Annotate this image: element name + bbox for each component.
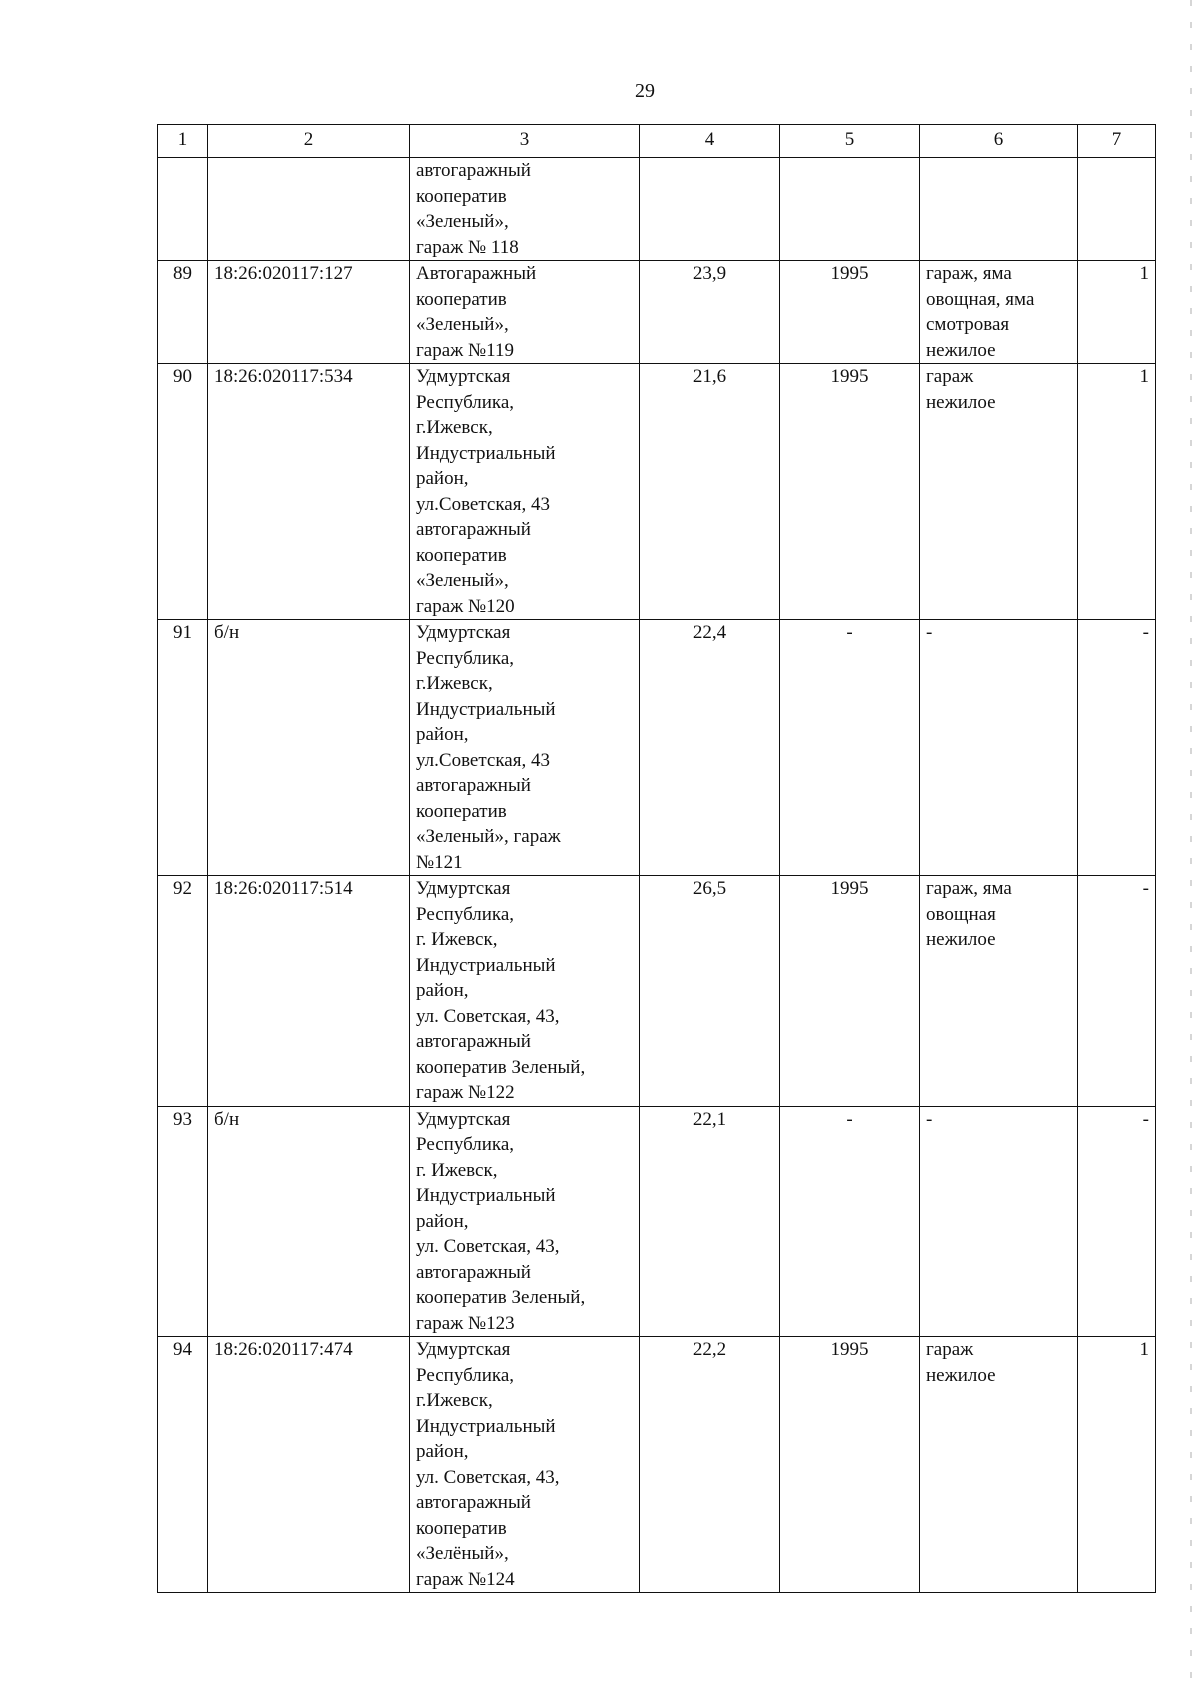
cell-year: 1995 (780, 364, 920, 620)
table-header (158, 125, 1156, 158)
page-number: 29 (635, 80, 655, 102)
cell-address-line: ул. Советская, 43, (416, 1005, 560, 1027)
cell-purpose (920, 261, 1078, 364)
cell-address-line: автогаражный (416, 1261, 531, 1283)
cell-purpose-line: гараж, яма (926, 263, 1012, 284)
cell-address-line: гараж №122 (416, 1082, 515, 1103)
cell-address-line: г.Ижевск, (416, 1390, 493, 1411)
table-row (158, 620, 1156, 876)
cell-purpose (920, 364, 1078, 620)
registry-table (157, 124, 1156, 1593)
cell-address-line: район, (416, 1441, 469, 1462)
cell-address-line: Автогаражный (416, 263, 537, 284)
cell-purpose-line: нежилое (926, 1364, 996, 1386)
cell-address-line: «Зеленый», (416, 570, 509, 591)
cell-address-line: Удмуртская (416, 1339, 511, 1360)
cell-cadastral-number: б/н (208, 1106, 410, 1337)
cell-cadastral-number: 18:26:020117:534 (208, 364, 410, 620)
cell-purpose-line: нежилое (926, 929, 996, 950)
cell-address-line: гараж №120 (416, 595, 515, 617)
cell-purpose-line: гараж (926, 366, 974, 387)
cell-address-line: Индустриальный (416, 954, 556, 976)
cell-address-line: автогаражный (416, 775, 531, 796)
cell-address-line: ул. Советская, 43, (416, 1466, 560, 1488)
cell-address-line: гараж №119 (416, 339, 514, 361)
cell-address-line: Республика, (416, 391, 515, 413)
cell-area: 22,4 (640, 620, 780, 876)
cell-address (410, 364, 640, 620)
cell-address-line: кооператив (416, 544, 507, 566)
cell-purpose-line: гараж, яма (926, 878, 1012, 899)
cell-address-line: Индустриальный (416, 698, 556, 720)
cell-address-line: кооператив (416, 1517, 507, 1539)
column-header: 5 (780, 125, 920, 158)
cell-address-line: г. Ижевск, (416, 1159, 498, 1181)
cell-purpose-line: овощная (926, 903, 996, 925)
cell-address (410, 158, 640, 261)
cell-purpose-line: гараж (926, 1339, 974, 1360)
column-header: 4 (640, 125, 780, 158)
cell-count (1078, 158, 1156, 261)
cell-purpose-line: нежилое (926, 339, 996, 361)
cell-address-line: Индустриальный (416, 1415, 556, 1437)
cell-address-line: «Зелёный», (416, 1543, 509, 1564)
table-row (158, 876, 1156, 1107)
cell-year: 1995 (780, 876, 920, 1107)
cell-address-line: «Зеленый», (416, 211, 509, 232)
cell-count: - (1078, 876, 1156, 1107)
cell-cadastral-number: 18:26:020117:127 (208, 261, 410, 364)
cell-address-line: гараж №124 (416, 1568, 515, 1590)
cell-address-line: Индустриальный (416, 442, 556, 464)
cell-address-line: район, (416, 724, 469, 745)
cell-cadastral-number (208, 158, 410, 261)
cell-address-line: кооператив (416, 288, 507, 310)
cell-address (410, 261, 640, 364)
cell-number: 94 (158, 1337, 208, 1593)
scan-edge-artifact (1190, 0, 1192, 1686)
cell-address-line: Республика, (416, 1364, 515, 1386)
cell-count: - (1078, 620, 1156, 876)
cell-address-line: автогаражный (416, 1492, 531, 1513)
cell-address (410, 620, 640, 876)
cell-area: 26,5 (640, 876, 780, 1107)
cell-year: - (780, 620, 920, 876)
cell-number: 93 (158, 1106, 208, 1337)
cell-address-line: кооператив (416, 800, 507, 822)
cell-address-line: автогаражный (416, 1031, 531, 1052)
cell-area: 22,2 (640, 1337, 780, 1593)
cell-address-line: «Зеленый», гараж (416, 826, 561, 847)
cell-address-line: ул. Советская, 43, (416, 1236, 560, 1257)
cell-area: 21,6 (640, 364, 780, 620)
cell-address-line: ул.Советская, 43 (416, 493, 550, 515)
cell-address-line: кооператив (416, 185, 507, 207)
column-header: 3 (410, 125, 640, 158)
cell-purpose-line: овощная, яма (926, 288, 1035, 310)
cell-address-line: «Зеленый», (416, 314, 509, 335)
cell-address-line: ул.Советская, 43 (416, 749, 550, 771)
cell-area (640, 158, 780, 261)
cell-address-line: №121 (416, 851, 463, 873)
cell-address-line: гараж №123 (416, 1312, 515, 1334)
cell-address-line: Республика, (416, 1134, 515, 1155)
cell-purpose-line: - (926, 622, 933, 643)
table-row (158, 1106, 1156, 1337)
cell-address-line: кооператив Зеленый, (416, 1287, 586, 1308)
cell-address-line: г.Ижевск, (416, 417, 493, 438)
cell-address-line: кооператив Зеленый, (416, 1056, 586, 1078)
cell-number: 91 (158, 620, 208, 876)
cell-year: 1995 (780, 261, 920, 364)
table-row (158, 364, 1156, 620)
cell-address-line: район, (416, 1210, 469, 1232)
cell-purpose (920, 158, 1078, 261)
cell-address-line: Удмуртская (416, 1108, 511, 1130)
cell-count: - (1078, 1106, 1156, 1337)
cell-purpose-line: смотровая (926, 314, 1010, 335)
cell-year: - (780, 1106, 920, 1337)
cell-cadastral-number: 18:26:020117:514 (208, 876, 410, 1107)
table-row (158, 1337, 1156, 1593)
cell-address-line: район, (416, 468, 469, 489)
cell-address (410, 1337, 640, 1593)
cell-address-line: Удмуртская (416, 366, 511, 387)
cell-cadastral-number: б/н (208, 620, 410, 876)
cell-address (410, 1106, 640, 1337)
cell-number (158, 158, 208, 261)
cell-purpose-line: нежилое (926, 391, 996, 413)
cell-purpose-line: - (926, 1108, 933, 1130)
column-header: 7 (1078, 125, 1156, 158)
cell-purpose (920, 620, 1078, 876)
cell-cadastral-number: 18:26:020117:474 (208, 1337, 410, 1593)
cell-purpose (920, 1337, 1078, 1593)
table-body (158, 158, 1156, 1593)
cell-address-line: автогаражный (416, 519, 531, 540)
cell-address-line: г.Ижевск, (416, 673, 493, 694)
cell-number: 92 (158, 876, 208, 1107)
cell-number: 89 (158, 261, 208, 364)
cell-number: 90 (158, 364, 208, 620)
header-row (158, 125, 1156, 158)
cell-address-line: Удмуртская (416, 622, 511, 643)
cell-address-line: автогаражный (416, 160, 531, 181)
cell-address-line: г. Ижевск, (416, 929, 498, 950)
cell-count: 1 (1078, 261, 1156, 364)
cell-address-line: Удмуртская (416, 878, 511, 899)
cell-area: 22,1 (640, 1106, 780, 1337)
table-row (158, 261, 1156, 364)
column-header: 2 (208, 125, 410, 158)
cell-area: 23,9 (640, 261, 780, 364)
cell-year: 1995 (780, 1337, 920, 1593)
column-header: 6 (920, 125, 1078, 158)
column-header: 1 (158, 125, 208, 158)
cell-purpose (920, 876, 1078, 1107)
cell-count: 1 (1078, 1337, 1156, 1593)
cell-address-line: Индустриальный (416, 1185, 556, 1206)
cell-address (410, 876, 640, 1107)
cell-count: 1 (1078, 364, 1156, 620)
cell-address-line: Республика, (416, 647, 515, 669)
cell-address-line: гараж № 118 (416, 236, 519, 258)
cell-purpose (920, 1106, 1078, 1337)
cell-address-line: Республика, (416, 903, 515, 925)
cell-address-line: район, (416, 980, 469, 1001)
cell-year (780, 158, 920, 261)
table-row (158, 158, 1156, 261)
